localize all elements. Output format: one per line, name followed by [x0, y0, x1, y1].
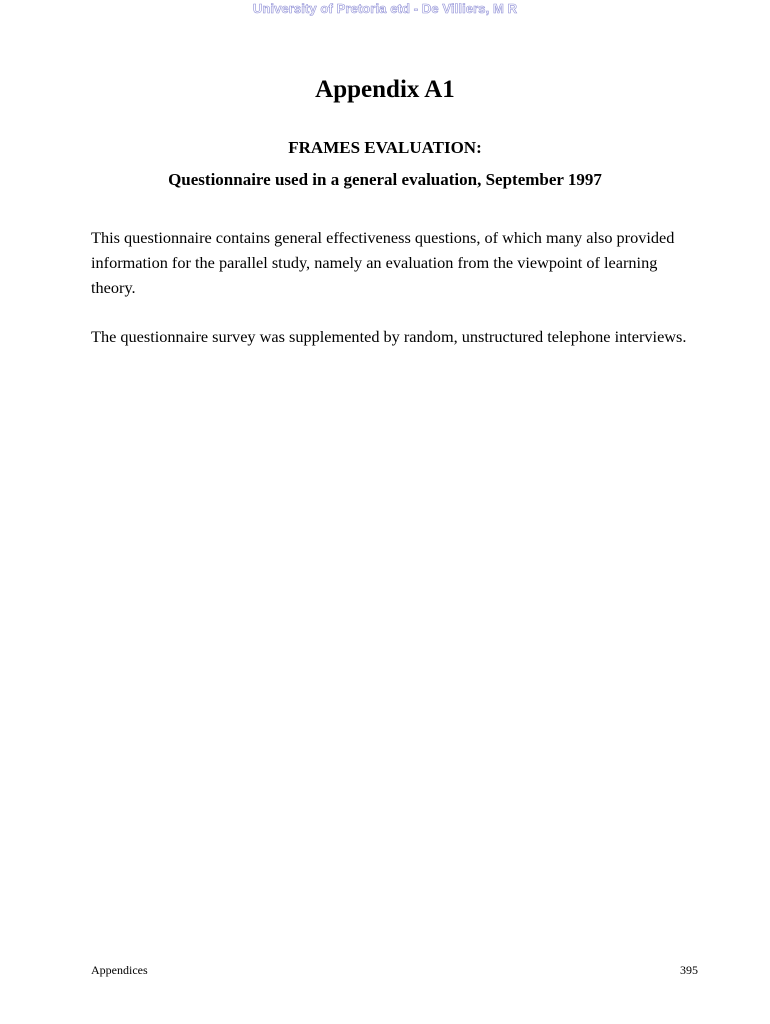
body-paragraph-2: The questionnaire survey was supplemented by random, unstructured telephone interviews. [91, 327, 687, 346]
section-heading: FRAMES EVALUATION: [288, 138, 482, 157]
page-title: Appendix A1 [315, 76, 455, 103]
watermark: University of Pretoria etd - De Villiers, M R [252, 1, 518, 16]
footer-section-label: Appendices [91, 963, 148, 977]
page-number: 395 [680, 963, 698, 977]
section-subheading: Questionnaire used in a general evaluation, September 1997 [168, 170, 602, 189]
body-paragraph-1: This questionnaire contains general effectiveness questions, of which many also provided information for the parallel study, namely an evaluation from the viewpoint of learning theory. [91, 228, 675, 297]
